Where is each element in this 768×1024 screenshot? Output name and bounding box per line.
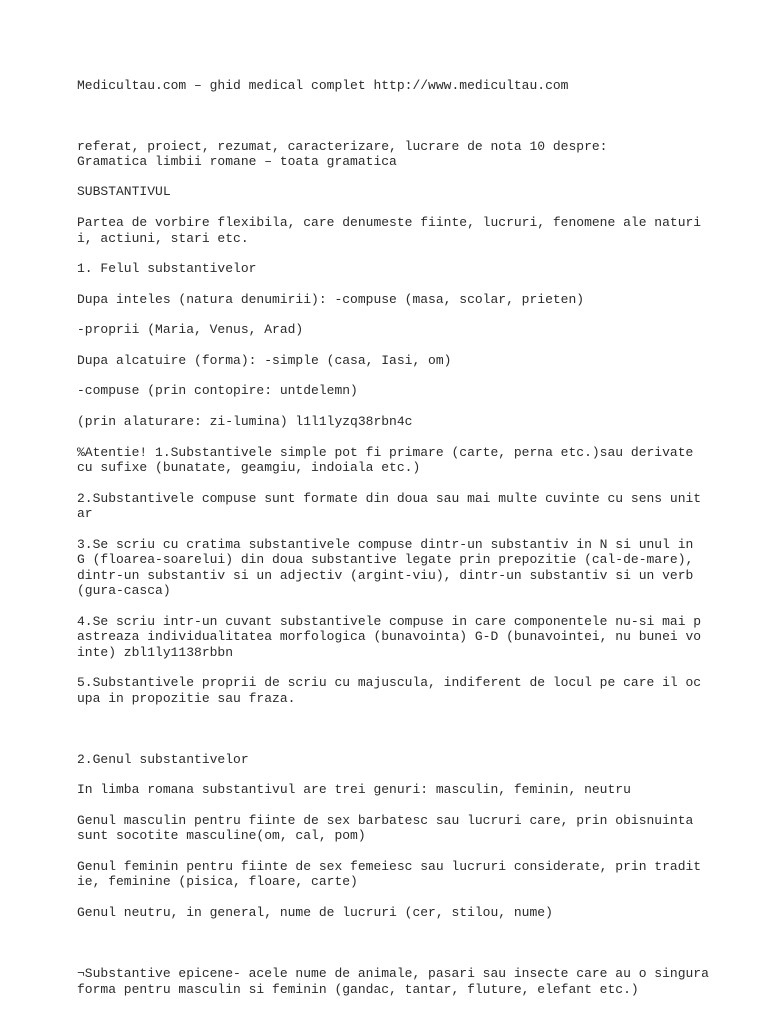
note-2-line-2: ar <box>77 506 93 521</box>
note-4-line-1: 4.Se scriu intr-un cuvant substantivele compuse in care componentele nu-si mai p <box>77 614 702 629</box>
note-4-line-3: inte) zbl1ly1138rbbn <box>77 645 234 660</box>
paragraph-compuse-contopire: -compuse (prin contopire: untdelemn) <box>77 383 358 398</box>
masculin-line-2: sunt socotite masculine(om, cal, pom) <box>77 828 366 843</box>
note-3-line-1: 3.Se scriu cu cratima substantivele compuse dintr-un substantiv in N si unul in <box>77 537 694 552</box>
heading-substantivul: SUBSTANTIVUL <box>77 184 171 199</box>
intro-line-1: referat, proiect, rezumat, caracterizare, lucrare de nota 10 despre: <box>77 139 608 154</box>
section-2-title: 2.Genul substantivelor <box>77 752 249 767</box>
definition-line-1: Partea de vorbire flexibila, care denumeste fiinte, lucruri, fenomene ale naturi <box>77 215 702 230</box>
note-1-line-1: %Atentie! 1.Substantivele simple pot fi primare (carte, perna etc.)sau derivate <box>77 445 694 460</box>
paragraph-alaturare: (prin alaturare: zi-lumina) l1l1lyzq38rbn4c <box>77 414 413 429</box>
masculin-line-1: Genul masculin pentru fiinte de sex barbatesc sau lucruri care, prin obisnuinta <box>77 813 694 828</box>
feminin-line-1: Genul feminin pentru fiinte de sex femeiesc sau lucruri considerate, prin tradit <box>77 859 702 874</box>
paragraph-genuri: In limba romana substantivul are trei genuri: masculin, feminin, neutru <box>77 782 631 797</box>
note-3-line-2: G (floarea-soarelui) din doua substantive legate prin prepozitie (cal-de-mare), <box>77 552 694 567</box>
note-1-line-2: cu sufixe (bunatate, geamgiu, indoiala etc.) <box>77 460 421 475</box>
note-3-line-4: (gura-casca) <box>77 583 171 598</box>
intro-line-2: Gramatica limbii romane – toata gramatica <box>77 154 397 169</box>
note-5-line-2: upa in propozitie sau fraza. <box>77 691 296 706</box>
header-line: Medicultau.com – ghid medical complet http://www.medicultau.com <box>77 78 569 93</box>
paragraph-dupa-inteles: Dupa inteles (natura denumirii): -compuse (masa, scolar, prieten) <box>77 292 585 307</box>
epicene-line-1: ¬Substantive epicene- acele nume de animale, pasari sau insecte care au o singura <box>77 966 709 981</box>
feminin-line-2: ie, feminine (pisica, floare, carte) <box>77 874 358 889</box>
note-5-line-1: 5.Substantivele proprii de scriu cu majuscula, indiferent de locul pe care il oc <box>77 675 702 690</box>
neutru-line: Genul neutru, in general, nume de lucruri (cer, stilou, nume) <box>77 905 553 920</box>
note-3-line-3: dintr-un substantiv si un adjectiv (argint-viu), dintr-un substantiv si un verb <box>77 568 694 583</box>
section-1-title: 1. Felul substantivelor <box>77 261 257 276</box>
epicene-line-2: forma pentru masculin si feminin (gandac, tantar, fluture, elefant etc.) <box>77 982 639 997</box>
paragraph-proprii: -proprii (Maria, Venus, Arad) <box>77 322 304 337</box>
note-2-line-1: 2.Substantivele compuse sunt formate din doua sau mai multe cuvinte cu sens unit <box>77 491 702 506</box>
note-4-line-2: astreaza individualitatea morfologica (bunavointa) G-D (bunavointei, nu bunei vo <box>77 629 702 644</box>
paragraph-dupa-alcatuire: Dupa alcatuire (forma): -simple (casa, Iasi, om) <box>77 353 452 368</box>
definition-line-2: i, actiuni, stari etc. <box>77 231 249 246</box>
